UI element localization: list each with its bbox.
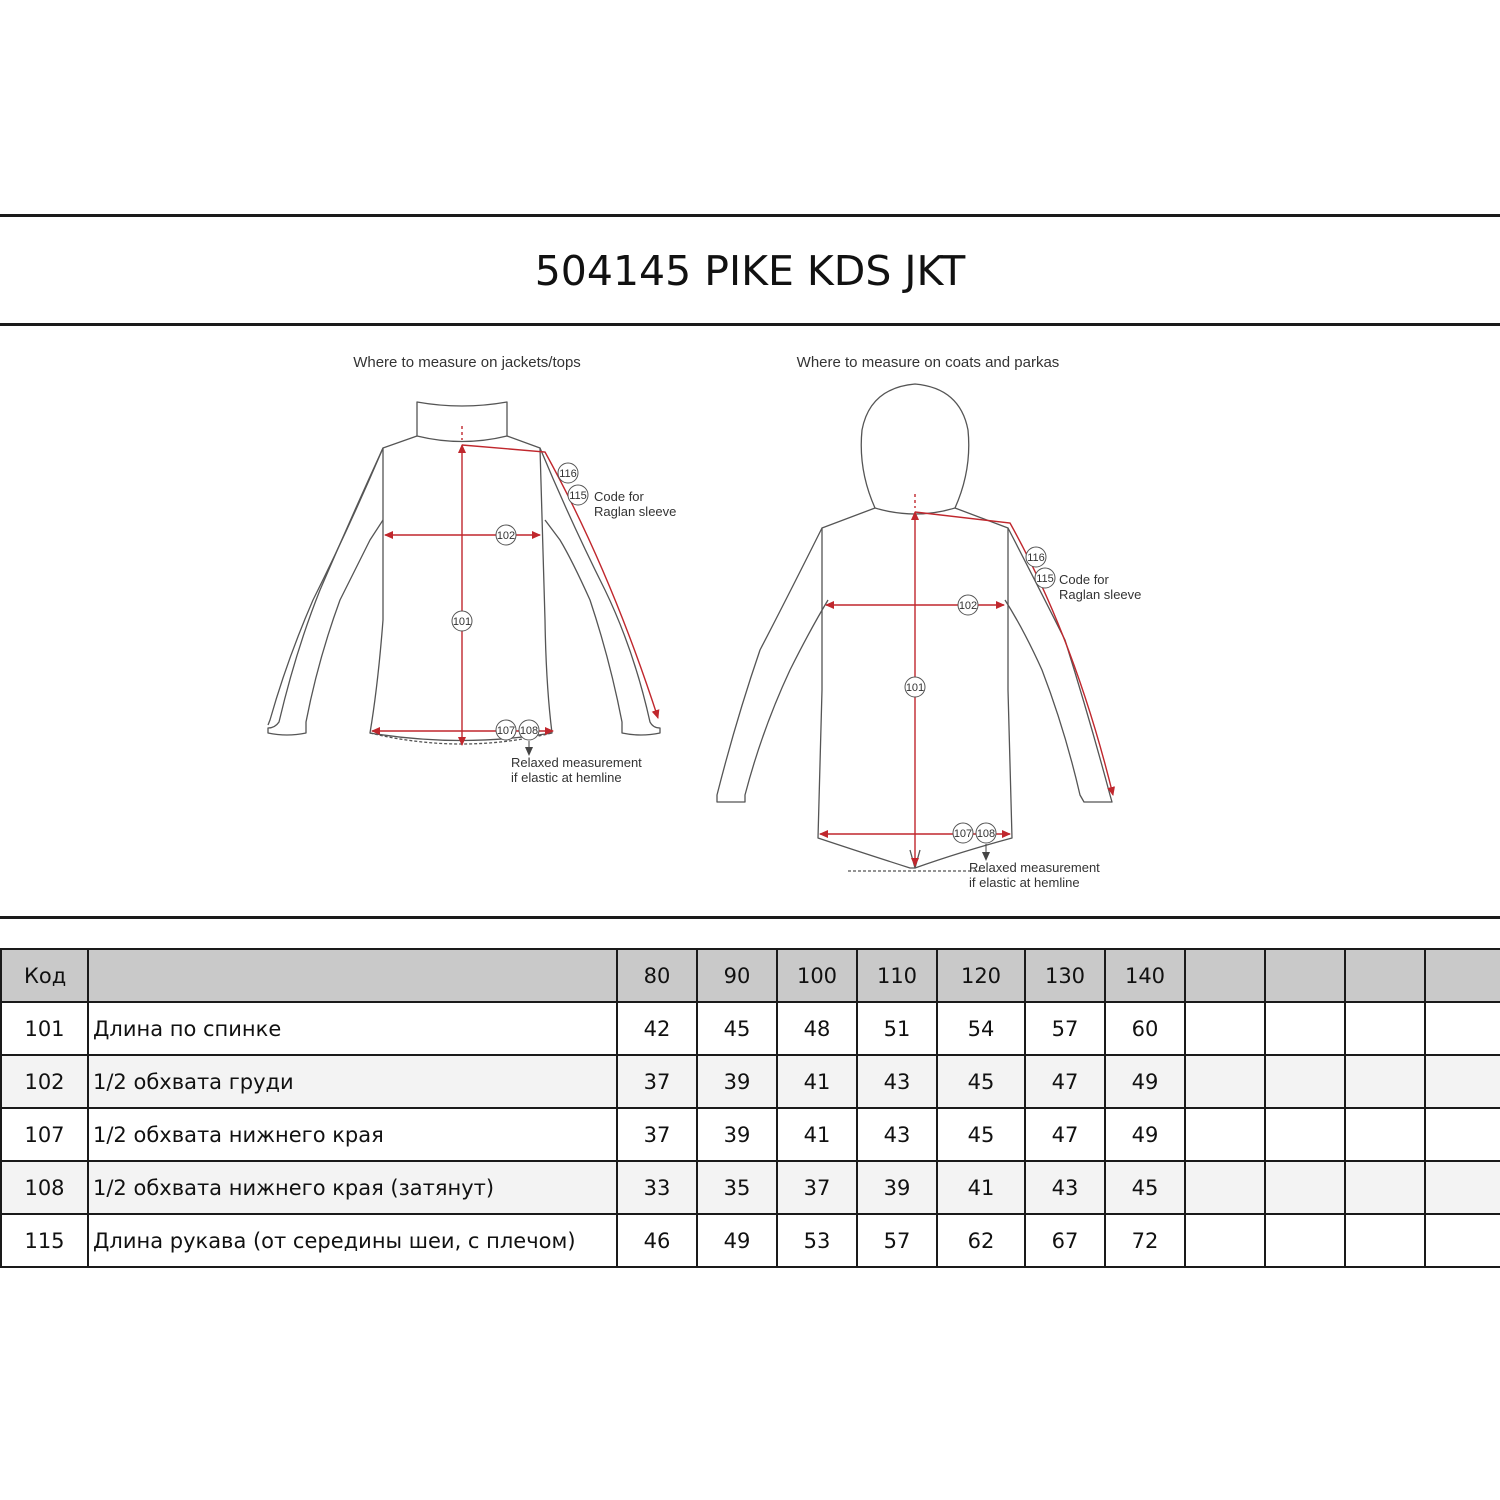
row-description: 1/2 обхвата нижнего края: [88, 1108, 617, 1161]
row-value: 35: [697, 1161, 777, 1214]
row-value: 37: [777, 1161, 857, 1214]
jacket-code-102: 102: [496, 530, 516, 542]
header-size: 80: [617, 949, 697, 1002]
table-header-row: [1, 949, 1500, 1002]
row-value: 54: [937, 1002, 1025, 1055]
coat-code-108: 108: [976, 828, 996, 840]
measurement-diagram: [0, 330, 1500, 915]
header-size-empty: [1185, 949, 1265, 1002]
row-value: 39: [697, 1055, 777, 1108]
row-value: 45: [1105, 1161, 1185, 1214]
row-value: 48: [777, 1002, 857, 1055]
row-value: 67: [1025, 1214, 1105, 1267]
header-description: [88, 949, 617, 1002]
coat-raglan-note-2: Raglan sleeve: [1059, 587, 1142, 602]
header-size: 90: [697, 949, 777, 1002]
coat-code-107: 107: [953, 828, 973, 840]
row-value: 45: [937, 1108, 1025, 1161]
row-value: 47: [1025, 1108, 1105, 1161]
row-value: 41: [937, 1161, 1025, 1214]
row-value: 42: [617, 1002, 697, 1055]
row-value-empty: [1425, 1002, 1500, 1055]
row-value-empty: [1265, 1055, 1345, 1108]
table-row: [1, 1055, 1500, 1108]
diagram-divider-line: [0, 916, 1500, 919]
row-value: 53: [777, 1214, 857, 1267]
row-value: 57: [1025, 1002, 1105, 1055]
row-description: 1/2 обхвата нижнего края (затянут): [88, 1161, 617, 1214]
jacket-code-101: 101: [452, 616, 472, 628]
row-value: 60: [1105, 1002, 1185, 1055]
row-code: 107: [1, 1108, 88, 1161]
jacket-measure-lines: [372, 426, 658, 745]
row-value: 37: [617, 1108, 697, 1161]
row-value: 39: [857, 1161, 937, 1214]
page-title: 504145 PIKE KDS JKT: [534, 247, 966, 295]
jacket-code-116: 116: [559, 468, 577, 480]
coat-raglan-note-1: Code for: [1059, 572, 1109, 587]
coat-measure-lines: [820, 494, 1113, 866]
row-value-empty: [1265, 1214, 1345, 1267]
row-value: 41: [777, 1055, 857, 1108]
row-value: 57: [857, 1214, 937, 1267]
row-value-empty: [1265, 1108, 1345, 1161]
top-border-line: [0, 214, 1500, 217]
jacket-diagram: [268, 354, 676, 785]
row-value: 43: [1025, 1161, 1105, 1214]
size-table: [0, 948, 1500, 1268]
coat-code-circles: [905, 547, 1055, 843]
header-code: Код: [1, 949, 88, 1002]
jacket-hem-note-2: if elastic at hemline: [511, 770, 622, 785]
jacket-outline: [268, 402, 660, 744]
row-value-empty: [1345, 1108, 1425, 1161]
jacket-code-107: 107: [496, 725, 516, 737]
header-size: 130: [1025, 949, 1105, 1002]
row-value: 45: [697, 1002, 777, 1055]
title-divider-line: [0, 323, 1500, 326]
header-size: 110: [857, 949, 937, 1002]
row-value: 33: [617, 1161, 697, 1214]
row-value-empty: [1185, 1161, 1265, 1214]
jacket-raglan-note-2: Raglan sleeve: [594, 504, 677, 519]
row-value-empty: [1265, 1161, 1345, 1214]
row-value-empty: [1185, 1055, 1265, 1108]
coat-code-116: 116: [1027, 552, 1045, 564]
header-size: 140: [1105, 949, 1185, 1002]
table-row: [1, 1108, 1500, 1161]
row-value-empty: [1265, 1002, 1345, 1055]
jacket-code-108: 108: [519, 725, 539, 737]
coat-hem-note-2: if elastic at hemline: [969, 875, 1080, 890]
header-size-empty: [1345, 949, 1425, 1002]
row-value-empty: [1425, 1214, 1500, 1267]
row-value-empty: [1345, 1055, 1425, 1108]
jacket-hem-note-1: Relaxed measurement: [511, 755, 642, 770]
jacket-caption: Where to measure on jackets/tops: [353, 354, 581, 371]
row-value: 62: [937, 1214, 1025, 1267]
row-value: 49: [697, 1214, 777, 1267]
row-value-empty: [1425, 1055, 1500, 1108]
row-value: 39: [697, 1108, 777, 1161]
row-value: 45: [937, 1055, 1025, 1108]
header-size-empty: [1425, 949, 1500, 1002]
row-value-empty: [1425, 1108, 1500, 1161]
row-code: 102: [1, 1055, 88, 1108]
row-value-empty: [1185, 1108, 1265, 1161]
row-value: 46: [617, 1214, 697, 1267]
row-value: 47: [1025, 1055, 1105, 1108]
jacket-notes: [511, 489, 676, 785]
row-value-empty: [1345, 1161, 1425, 1214]
row-value: 43: [857, 1055, 937, 1108]
coat-hem-note-1: Relaxed measurement: [969, 860, 1100, 875]
table-row: [1, 1161, 1500, 1214]
header-size-empty: [1265, 949, 1345, 1002]
table-row: [1, 1002, 1500, 1055]
row-value: 72: [1105, 1214, 1185, 1267]
row-code: 115: [1, 1214, 88, 1267]
row-value-empty: [1185, 1214, 1265, 1267]
coat-caption: Where to measure on coats and parkas: [796, 354, 1060, 371]
row-value: 43: [857, 1108, 937, 1161]
row-value-empty: [1185, 1002, 1265, 1055]
row-value-empty: [1345, 1214, 1425, 1267]
jacket-raglan-note-1: Code for: [594, 489, 644, 504]
jacket-code-115: 115: [569, 490, 587, 502]
row-value: 51: [857, 1002, 937, 1055]
row-value-empty: [1345, 1002, 1425, 1055]
coat-code-102: 102: [958, 600, 978, 612]
header-size: 120: [937, 949, 1025, 1002]
row-description: Длина по спинке: [88, 1002, 617, 1055]
row-description: 1/2 обхвата груди: [88, 1055, 617, 1108]
coat-diagram: [717, 354, 1141, 890]
row-description: Длина рукава (от середины шеи, с плечом): [88, 1214, 617, 1267]
header-size: 100: [777, 949, 857, 1002]
row-value: 37: [617, 1055, 697, 1108]
coat-code-115: 115: [1036, 573, 1054, 585]
jacket-code-circles: [452, 463, 588, 740]
row-value: 41: [777, 1108, 857, 1161]
row-value-empty: [1425, 1161, 1500, 1214]
row-value: 49: [1105, 1108, 1185, 1161]
coat-code-101: 101: [905, 682, 925, 694]
row-value: 49: [1105, 1055, 1185, 1108]
row-code: 101: [1, 1002, 88, 1055]
table-row: [1, 1214, 1500, 1267]
row-code: 108: [1, 1161, 88, 1214]
